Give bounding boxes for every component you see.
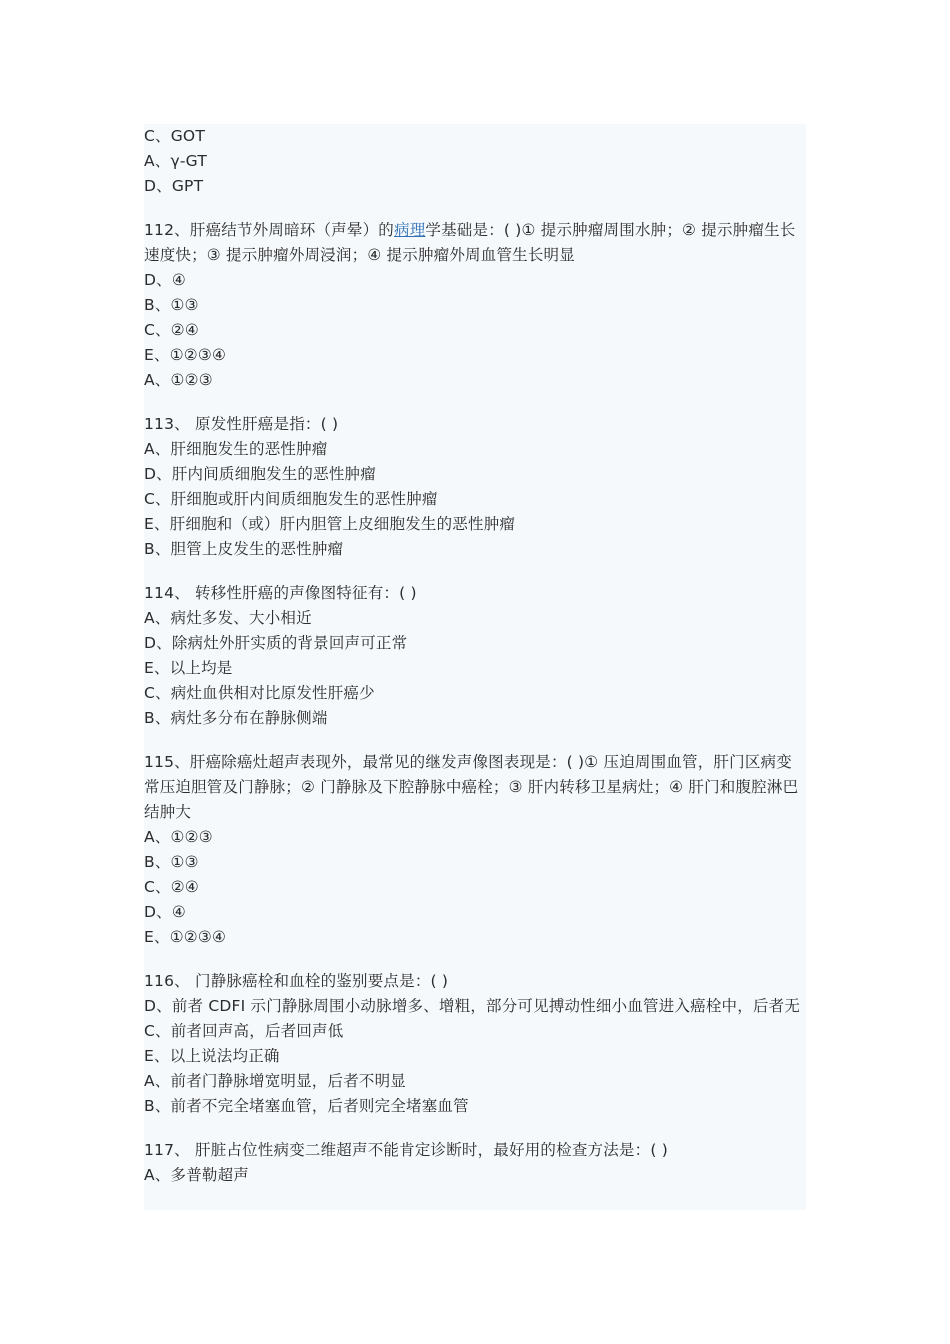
option: C、前者回声高，后者回声低 [144,1022,344,1040]
pathology-link[interactable]: 病理 [394,221,426,239]
option: B、胆管上皮发生的恶性肿瘤 [144,540,344,558]
option: A、γ-GT [144,152,207,170]
option: D、除病灶外肝实质的背景回声可正常 [144,634,408,652]
option: D、④ [144,903,186,921]
option: A、肝细胞发生的恶性肿瘤 [144,440,328,458]
option: C、肝细胞或肝内间质细胞发生的恶性肿瘤 [144,490,438,508]
option: B、病灶多分布在静脉侧端 [144,709,328,727]
option: D、GPT [144,177,204,195]
question-text: 113、 原发性肝癌是指：( ) [144,415,339,433]
question-text [144,218,806,268]
option: E、①②③④ [144,346,227,364]
question-text-suffix: 学基础是：( )① 提示肿瘤周围水肿；② 提示肿瘤生长速度快；③ 提示肿瘤外周浸润；④ 提示肿瘤外周血管生长明显 [144,221,796,264]
question-113 [144,412,806,562]
question-text: 114、 转移性肝癌的声像图特征有：( ) [144,584,417,602]
question-117 [144,1138,806,1188]
question-content [144,124,806,1210]
option: A、病灶多发、大小相近 [144,609,312,627]
question-text-prefix: 112、肝癌结节外周暗环（声晕）的 [144,221,394,239]
option: D、肝内间质细胞发生的恶性肿瘤 [144,465,376,483]
option: A、多普勒超声 [144,1166,250,1184]
option: D、前者 CDFI 示门静脉周围小动脉增多、增粗，部分可见搏动性细小血管进入癌栓中，后者无 [144,997,801,1015]
option: E、①②③④ [144,928,227,946]
question-text: 116、 门静脉癌栓和血栓的鉴别要点是：( ) [144,972,449,990]
option: C、病灶血供相对比原发性肝癌少 [144,684,375,702]
question-text: 115、肝癌除癌灶超声表现外，最常见的继发声像图表现是：( )① 压迫周围血管，肝门区病变常压迫胆管及门静脉；② 门静脉及下腔静脉中癌栓；③ 肝内转移卫星病灶；④ 肝门和腹腔淋巴结肿大 [144,753,799,821]
option: C、②④ [144,878,199,896]
question-text: 117、 肝脏占位性病变二维超声不能肯定诊断时，最好用的检查方法是：( ) [144,1141,668,1159]
option: C、②④ [144,321,199,339]
question-116 [144,969,806,1119]
question-114 [144,581,806,731]
option: A、①②③ [144,828,213,846]
question-112 [144,218,806,393]
option: E、肝细胞和（或）肝内胆管上皮细胞发生的恶性肿瘤 [144,515,516,533]
option: B、①③ [144,853,199,871]
option: E、以上均是 [144,659,233,677]
option: D、④ [144,271,186,289]
option: A、前者门静脉增宽明显，后者不明显 [144,1072,407,1090]
option: B、前者不完全堵塞血管，后者则完全堵塞血管 [144,1097,469,1115]
option: B、①③ [144,296,199,314]
option: E、以上说法均正确 [144,1047,280,1065]
question-111-options [144,124,806,199]
option: C、GOT [144,127,206,145]
question-115 [144,750,806,950]
option: A、①②③ [144,371,213,389]
